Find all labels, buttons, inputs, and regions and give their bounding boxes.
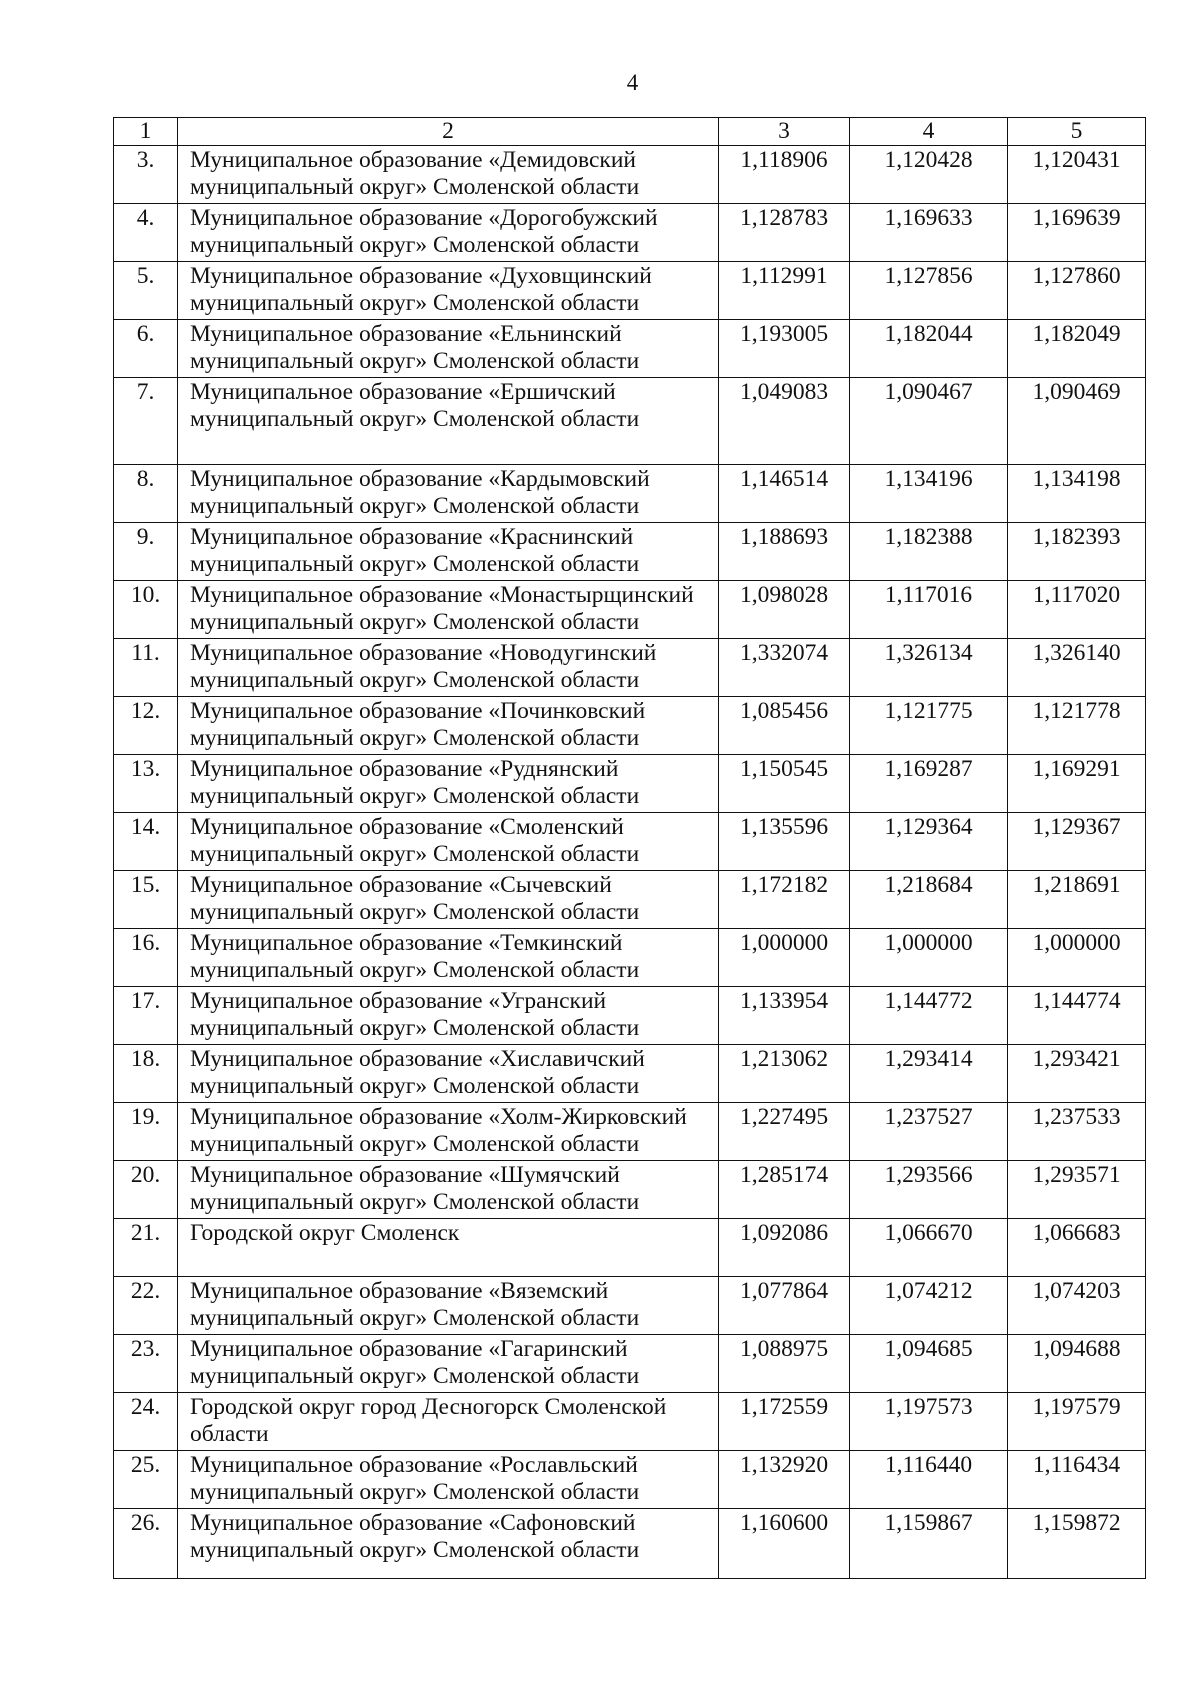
table-row	[114, 262, 1146, 320]
value-col4-cell: 1,127856	[850, 262, 1008, 320]
row-number-cell: 22.	[114, 1277, 178, 1335]
value-col4-cell: 1,237527	[850, 1103, 1008, 1161]
municipality-name-cell: Муниципальное образование «Ельнинский муниципальный округ» Смоленской области	[178, 320, 719, 378]
table-row	[114, 697, 1146, 755]
value-col5-cell: 1,182393	[1008, 523, 1146, 581]
table-row	[114, 523, 1146, 581]
value-col5-cell: 1,169639	[1008, 204, 1146, 262]
header-row	[114, 118, 1146, 146]
table-row	[114, 1335, 1146, 1393]
value-col3-cell: 1,128783	[719, 204, 850, 262]
value-col3-cell: 1,172559	[719, 1393, 850, 1451]
value-col5-cell: 1,197579	[1008, 1393, 1146, 1451]
value-col4-cell: 1,116440	[850, 1451, 1008, 1509]
value-col3-cell: 1,213062	[719, 1045, 850, 1103]
value-col4-cell: 1,169287	[850, 755, 1008, 813]
table-row	[114, 1219, 1146, 1277]
municipality-name-cell: Муниципальное образование «Шумячский муниципальный округ» Смоленской области	[178, 1161, 719, 1219]
value-col3-cell: 1,085456	[719, 697, 850, 755]
value-col3-cell: 1,132920	[719, 1451, 850, 1509]
row-number-cell: 14.	[114, 813, 178, 871]
value-col4-cell: 1,074212	[850, 1277, 1008, 1335]
value-col3-cell: 1,098028	[719, 581, 850, 639]
municipality-name-cell: Муниципальное образование «Новодугинский муниципальный округ» Смоленской области	[178, 639, 719, 697]
row-number-cell: 10.	[114, 581, 178, 639]
value-col5-cell: 1,169291	[1008, 755, 1146, 813]
value-col4-cell: 1,144772	[850, 987, 1008, 1045]
value-col4-cell: 1,066670	[850, 1219, 1008, 1277]
municipality-name-cell: Муниципальное образование «Вяземский муниципальный округ» Смоленской области	[178, 1277, 719, 1335]
table-row	[114, 871, 1146, 929]
value-col3-cell: 1,088975	[719, 1335, 850, 1393]
row-number-cell: 18.	[114, 1045, 178, 1103]
municipality-name-cell: Муниципальное образование «Рославльский муниципальный округ» Смоленской области	[178, 1451, 719, 1509]
value-col4-cell: 1,169633	[850, 204, 1008, 262]
table-row	[114, 755, 1146, 813]
value-col3-cell: 1,049083	[719, 378, 850, 465]
value-col3-cell: 1,188693	[719, 523, 850, 581]
value-col5-cell: 1,218691	[1008, 871, 1146, 929]
table-row	[114, 929, 1146, 987]
municipality-name-cell: Муниципальное образование «Сафоновский муниципальный округ» Смоленской области	[178, 1509, 719, 1579]
value-col3-cell: 1,227495	[719, 1103, 850, 1161]
row-number-cell: 21.	[114, 1219, 178, 1277]
value-col3-cell: 1,112991	[719, 262, 850, 320]
table-row	[114, 987, 1146, 1045]
table-row	[114, 1451, 1146, 1509]
row-number-cell: 15.	[114, 871, 178, 929]
value-col5-cell: 1,134198	[1008, 465, 1146, 523]
municipality-name-cell: Муниципальное образование «Духовщинский муниципальный округ» Смоленской области	[178, 262, 719, 320]
table-row	[114, 581, 1146, 639]
value-col4-cell: 1,218684	[850, 871, 1008, 929]
value-col3-cell: 1,285174	[719, 1161, 850, 1219]
municipality-name-cell: Муниципальное образование «Дорогобужский муниципальный округ» Смоленской области	[178, 204, 719, 262]
value-col4-cell: 1,182044	[850, 320, 1008, 378]
value-col5-cell: 1,129367	[1008, 813, 1146, 871]
value-col4-cell: 1,134196	[850, 465, 1008, 523]
table-row	[114, 1509, 1146, 1579]
value-col5-cell: 1,144774	[1008, 987, 1146, 1045]
table-row	[114, 320, 1146, 378]
column-header: 4	[850, 118, 1008, 146]
municipality-name-cell: Муниципальное образование «Кардымовский муниципальный округ» Смоленской области	[178, 465, 719, 523]
municipality-name-cell: Муниципальное образование «Холм-Жирковский муниципальный округ» Смоленской области	[178, 1103, 719, 1161]
row-number-cell: 19.	[114, 1103, 178, 1161]
table-row	[114, 146, 1146, 204]
column-header: 5	[1008, 118, 1146, 146]
table-row	[114, 639, 1146, 697]
value-col5-cell: 1,293571	[1008, 1161, 1146, 1219]
municipality-name-cell: Муниципальное образование «Сычевский муниципальный округ» Смоленской области	[178, 871, 719, 929]
municipality-name-cell: Городской округ город Десногорск Смоленской области	[178, 1393, 719, 1451]
value-col5-cell: 1,090469	[1008, 378, 1146, 465]
value-col3-cell: 1,077864	[719, 1277, 850, 1335]
table-row	[114, 1161, 1146, 1219]
value-col3-cell: 1,160600	[719, 1509, 850, 1579]
table-row	[114, 1045, 1146, 1103]
row-number-cell: 11.	[114, 639, 178, 697]
value-col4-cell: 1,197573	[850, 1393, 1008, 1451]
table-row	[114, 1277, 1146, 1335]
value-col4-cell: 1,326134	[850, 639, 1008, 697]
value-col3-cell: 1,146514	[719, 465, 850, 523]
value-col3-cell: 1,193005	[719, 320, 850, 378]
table-row	[114, 465, 1146, 523]
row-number-cell: 20.	[114, 1161, 178, 1219]
column-header: 3	[719, 118, 850, 146]
value-col3-cell: 1,133954	[719, 987, 850, 1045]
value-col3-cell: 1,135596	[719, 813, 850, 871]
municipality-name-cell: Муниципальное образование «Монастырщинский муниципальный округ» Смоленской области	[178, 581, 719, 639]
municipality-name-cell: Муниципальное образование «Угранский муниципальный округ» Смоленской области	[178, 987, 719, 1045]
municipality-name-cell: Муниципальное образование «Хиславичский муниципальный округ» Смоленской области	[178, 1045, 719, 1103]
row-number-cell: 5.	[114, 262, 178, 320]
value-col5-cell: 1,127860	[1008, 262, 1146, 320]
value-col3-cell: 1,000000	[719, 929, 850, 987]
row-number-cell: 17.	[114, 987, 178, 1045]
value-col4-cell: 1,159867	[850, 1509, 1008, 1579]
value-col3-cell: 1,150545	[719, 755, 850, 813]
value-col4-cell: 1,129364	[850, 813, 1008, 871]
municipality-name-cell: Муниципальное образование «Починковский муниципальный округ» Смоленской области	[178, 697, 719, 755]
row-number-cell: 4.	[114, 204, 178, 262]
table-row	[114, 1103, 1146, 1161]
row-number-cell: 12.	[114, 697, 178, 755]
value-col5-cell: 1,120431	[1008, 146, 1146, 204]
coefficients-table	[113, 117, 1146, 1579]
row-number-cell: 7.	[114, 378, 178, 465]
municipality-name-cell: Муниципальное образование «Ершичский муниципальный округ» Смоленской области	[178, 378, 719, 465]
municipality-name-cell: Муниципальное образование «Гагаринский муниципальный округ» Смоленской области	[178, 1335, 719, 1393]
page-number: 4	[626, 70, 639, 95]
row-number-cell: 26.	[114, 1509, 178, 1579]
value-col4-cell: 1,293414	[850, 1045, 1008, 1103]
municipality-name-cell: Городской округ Смоленск	[178, 1219, 719, 1277]
column-header: 2	[178, 118, 719, 146]
value-col3-cell: 1,092086	[719, 1219, 850, 1277]
value-col5-cell: 1,121778	[1008, 697, 1146, 755]
value-col5-cell: 1,159872	[1008, 1509, 1146, 1579]
value-col3-cell: 1,332074	[719, 639, 850, 697]
municipality-name-cell: Муниципальное образование «Демидовский муниципальный округ» Смоленской области	[178, 146, 719, 204]
value-col4-cell: 1,000000	[850, 929, 1008, 987]
value-col3-cell: 1,172182	[719, 871, 850, 929]
municipality-name-cell: Муниципальное образование «Смоленский муниципальный округ» Смоленской области	[178, 813, 719, 871]
municipality-name-cell: Муниципальное образование «Руднянский муниципальный округ» Смоленской области	[178, 755, 719, 813]
value-col4-cell: 1,094685	[850, 1335, 1008, 1393]
table-body	[114, 146, 1146, 1579]
table-row	[114, 378, 1146, 465]
row-number-cell: 9.	[114, 523, 178, 581]
value-col5-cell: 1,074203	[1008, 1277, 1146, 1335]
table-row	[114, 813, 1146, 871]
value-col5-cell: 1,094688	[1008, 1335, 1146, 1393]
value-col5-cell: 1,237533	[1008, 1103, 1146, 1161]
row-number-cell: 24.	[114, 1393, 178, 1451]
municipality-name-cell: Муниципальное образование «Темкинский муниципальный округ» Смоленской области	[178, 929, 719, 987]
row-number-cell: 13.	[114, 755, 178, 813]
value-col4-cell: 1,182388	[850, 523, 1008, 581]
value-col4-cell: 1,293566	[850, 1161, 1008, 1219]
municipality-name-cell: Муниципальное образование «Краснинский муниципальный округ» Смоленской области	[178, 523, 719, 581]
value-col5-cell: 1,326140	[1008, 639, 1146, 697]
value-col3-cell: 1,118906	[719, 146, 850, 204]
value-col5-cell: 1,182049	[1008, 320, 1146, 378]
column-header: 1	[114, 118, 178, 146]
table-row	[114, 1393, 1146, 1451]
value-col4-cell: 1,121775	[850, 697, 1008, 755]
value-col4-cell: 1,120428	[850, 146, 1008, 204]
value-col5-cell: 1,000000	[1008, 929, 1146, 987]
row-number-cell: 6.	[114, 320, 178, 378]
value-col5-cell: 1,117020	[1008, 581, 1146, 639]
row-number-cell: 23.	[114, 1335, 178, 1393]
value-col5-cell: 1,293421	[1008, 1045, 1146, 1103]
row-number-cell: 25.	[114, 1451, 178, 1509]
row-number-cell: 16.	[114, 929, 178, 987]
table-row	[114, 204, 1146, 262]
row-number-cell: 8.	[114, 465, 178, 523]
value-col4-cell: 1,117016	[850, 581, 1008, 639]
row-number-cell: 3.	[114, 146, 178, 204]
value-col5-cell: 1,066683	[1008, 1219, 1146, 1277]
value-col5-cell: 1,116434	[1008, 1451, 1146, 1509]
value-col4-cell: 1,090467	[850, 378, 1008, 465]
